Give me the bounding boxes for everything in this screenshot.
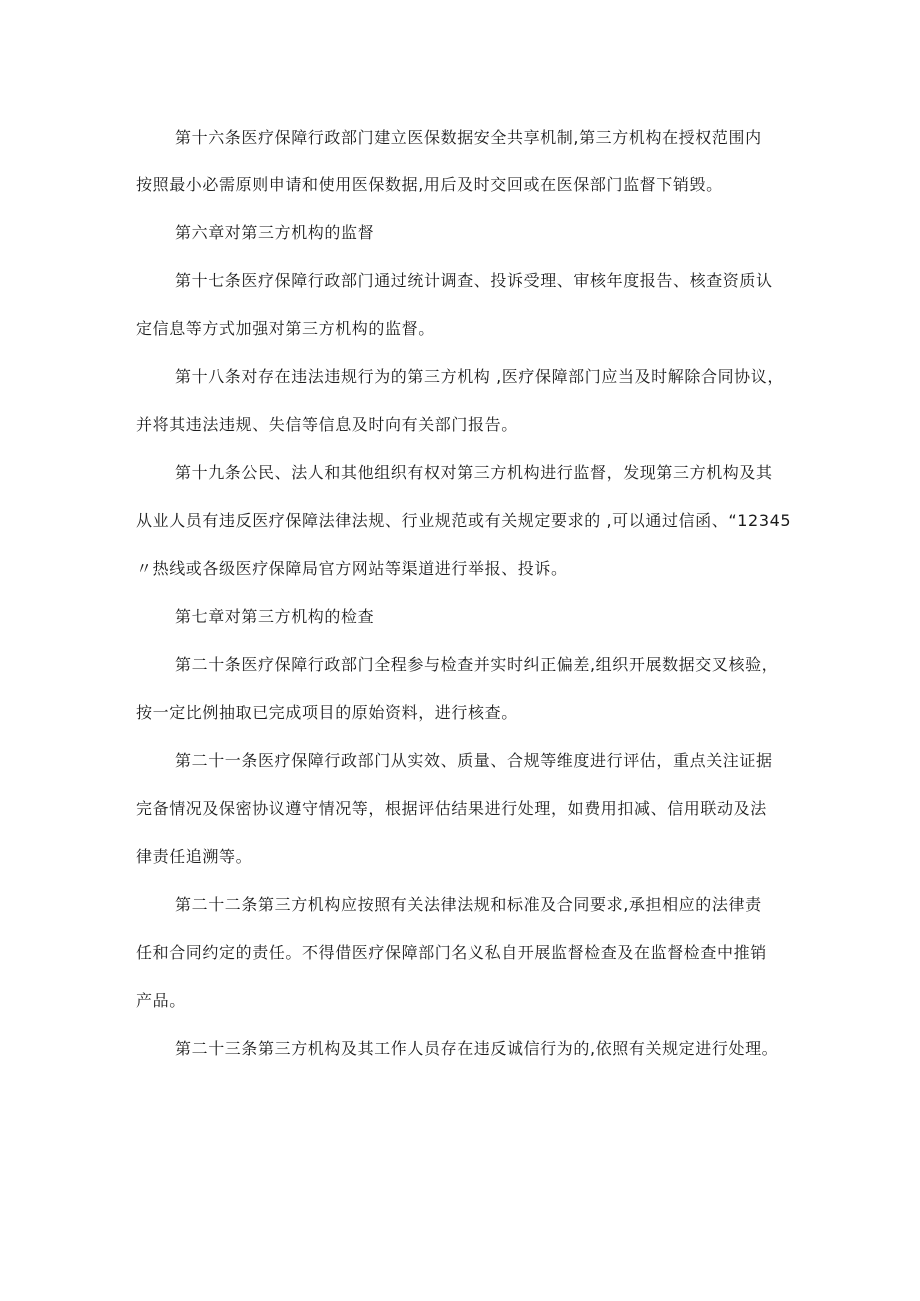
article-22-line-2: 任和合同约定的责任。不得借医疗保障部门名义私自开展监督检查及在监督检查中推销 — [136, 943, 767, 962]
article-22-line-1: 第二十二条第三方机构应按照有关法律法规和标准及合同要求,承担相应的法律责 — [175, 895, 762, 914]
article-21-line-2: 完备情况及保密协议遵守情况等，根据评估结果进行处理，如费用扣减、信用联动及法 — [136, 799, 767, 818]
article-19-line-2: 从业人员有违反医疗保障法律法规、行业规范或有关规定要求的 ,可以通过信函、“12345 — [136, 511, 792, 530]
article-17-line-1: 第十七条医疗保障行政部门通过统计调查、投诉受理、审核年度报告、核查资质认 — [175, 271, 773, 290]
article-20-line-2: 按一定比例抽取已完成项目的原始资料，进行核查。 — [136, 703, 518, 722]
article-16-line-2: 按照最小必需原则申请和使用医保数据,用后及时交回或在医保部门监督下销毁。 — [136, 175, 723, 194]
article-21-line-1: 第二十一条医疗保障行政部门从实效、质量、合规等维度进行评估，重点关注证据 — [175, 751, 773, 770]
article-19-line-1: 第十九条公民、法人和其他组织有权对第三方机构进行监督，发现第三方机构及其 — [175, 463, 773, 482]
article-23-line-1: 第二十三条第三方机构及其工作人员存在违反诚信行为的,依照有关规定进行处理。 — [175, 1039, 779, 1058]
chapter-6-heading: 第六章对第三方机构的监督 — [175, 223, 375, 242]
article-16-line-1: 第十六条医疗保障行政部门建立医保数据安全共享机制,第三方机构在授权范围内 — [175, 128, 762, 147]
chapter-7-heading: 第七章对第三方机构的检查 — [175, 607, 375, 626]
article-20-line-1: 第二十条医疗保障行政部门全程参与检查并实时纠正偏差,组织开展数据交叉核验， — [175, 655, 779, 674]
article-22-line-3: 产品。 — [136, 991, 186, 1010]
article-21-line-3: 律责任追溯等。 — [136, 847, 253, 866]
article-19-line-3: 〃热线或各级医疗保障局官方网站等渠道进行举报、投诉。 — [136, 559, 568, 578]
article-18-line-2: 并将其违法违规、失信等信息及时向有关部门报告。 — [136, 415, 518, 434]
article-17-line-2: 定信息等方式加强对第三方机构的监督。 — [136, 319, 435, 338]
article-18-line-1: 第十八条对存在违法违规行为的第三方机构 ,医疗保障部门应当及时解除合同协议， — [175, 367, 784, 386]
